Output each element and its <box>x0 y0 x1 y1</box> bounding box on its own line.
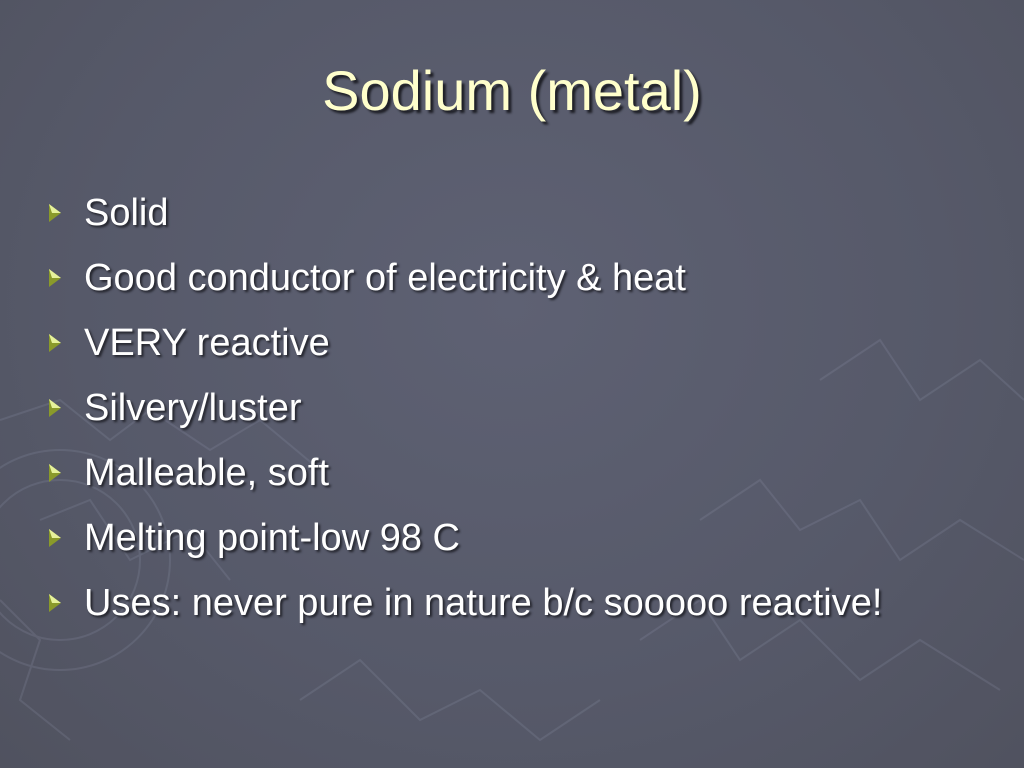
bullet-text: Solid <box>84 192 169 234</box>
bullet-item <box>44 383 944 433</box>
triangle-bullet-icon <box>48 268 62 288</box>
triangle-bullet-icon <box>48 398 62 418</box>
bullet-text: Malleable, soft <box>84 452 330 494</box>
bullet-item <box>44 578 944 628</box>
bullet-text: Melting point-low 98 C <box>84 517 460 559</box>
bullet-text: Silvery/luster <box>84 387 302 429</box>
bullet-list <box>44 188 944 643</box>
triangle-bullet-icon <box>48 203 62 223</box>
bullet-item <box>44 448 944 498</box>
triangle-bullet-icon <box>48 333 62 353</box>
bullet-text: Uses: never pure in nature b/c sooooo reactive! <box>84 582 883 624</box>
triangle-bullet-icon <box>48 593 62 613</box>
triangle-bullet-icon <box>48 463 62 483</box>
bullet-item <box>44 253 944 303</box>
bullet-item <box>44 188 944 238</box>
bullet-item <box>44 513 944 563</box>
bullet-text: Good conductor of electricity & heat <box>84 257 686 299</box>
slide-title: Sodium (metal) <box>322 59 702 122</box>
bullet-item <box>44 318 944 368</box>
bullet-text: VERY reactive <box>84 322 330 364</box>
triangle-bullet-icon <box>48 528 62 548</box>
